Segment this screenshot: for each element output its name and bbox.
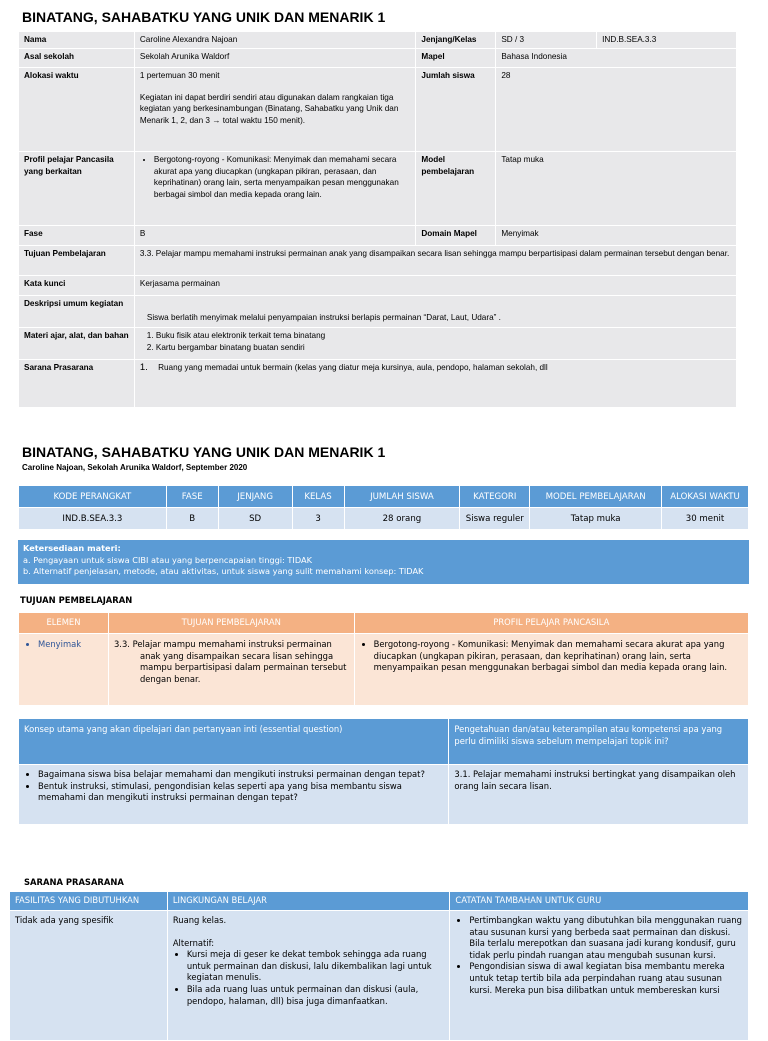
tujuan-text: 3.3. Pelajar mampu memahami instruksi permainan anak yang disampaikan secara lisan sehingga mampu berpartisipasi dalam permainan tersebut dengan benar. xyxy=(139,249,730,258)
summary-header: ALOKASI WAKTU xyxy=(662,486,749,508)
lingkungan-cell xyxy=(167,911,450,1041)
lingkungan-item: • Kursi meja di geser ke dekat tembok sehingga ada ruang untuk permainan dan diskusi, lalu dikembalikan lagi untuk kegiatan menulis. xyxy=(187,949,445,984)
value-model: Tatap muka xyxy=(496,152,737,226)
summary-header: KODE PERANGKAT xyxy=(19,486,167,508)
label-jumlah: Jumlah siswa xyxy=(416,68,496,152)
ketersediaan-box xyxy=(18,540,749,584)
catatan-item: • Pengondisian siswa di awal kegiatan bisa membantu mereka untuk tetap tertib bila ada perpindahan ruang atau susunan kursi. Mereka pun bisa dilibatkan untuk membereskan kursi xyxy=(469,961,743,996)
value-mapel: Bahasa Indonesia xyxy=(496,49,737,68)
summary-cell: Tatap muka xyxy=(530,508,662,530)
sarana-header: CATATAN TAMBAHAN UNTUK GURU xyxy=(450,892,749,911)
label-deskripsi: Deskripsi umum kegiatan xyxy=(19,296,135,328)
summary-header: JUMLAH SISWA xyxy=(344,486,460,508)
label-domain: Domain Mapel xyxy=(416,226,496,246)
value-tujuan xyxy=(134,246,736,276)
lingkungan-alt: Alternatif: xyxy=(172,937,215,948)
summary-header: FASE xyxy=(166,486,218,508)
summary-cell: Siswa reguler xyxy=(460,508,530,530)
ketersediaan-line: b. Alternatif penjelasan, metode, atau aktivitas, untuk siswa yang sulit memahami konsep: TIDAK xyxy=(23,566,424,576)
label-sarana: Sarana Prasarana xyxy=(19,360,135,408)
profil-cell xyxy=(354,634,748,706)
summary-cell: B xyxy=(166,508,218,530)
catatan-item: • Pertimbangkan waktu yang dibutuhkan bila menggunakan ruang atau susunan kursi yang berbeda saat permainan dan diskusi. Bila terlalu merepotkan dan suasana jadi kurang kondusif, guru tidak perlu pindah ruangan atau mengubah susunan kursi. xyxy=(469,915,743,961)
elemen-item: • Menyimak xyxy=(38,639,103,651)
value-sarana xyxy=(134,360,736,408)
konsep-item: • Bentuk instruksi, stimulasi, pengondisian kelas seperti apa yang bisa membantu siswa memahami dan mengikuti instruksi permainan dengan tepat? xyxy=(38,781,443,804)
pengetahuan-cell: 3.1. Pelajar memahami instruksi bertingkat yang disampaikan oleh orang lain secara lisan. xyxy=(449,765,749,825)
summary-cell: IND.B.SEA.3.3 xyxy=(19,508,167,530)
label-mapel: Mapel xyxy=(416,49,496,68)
label-model: Model pembelajaran xyxy=(416,152,496,226)
label-alokasi: Alokasi waktu xyxy=(19,68,135,152)
value-nama: Caroline Alexandra Najoan xyxy=(134,32,416,49)
page1-title: BINATANG, SAHABATKU YANG UNIK DAN MENARIK 1 xyxy=(22,9,386,25)
konsep-header: Konsep utama yang akan dipelajari dan pertanyaan inti (essential question) xyxy=(19,719,449,765)
sarana-header: FASILITAS YANG DIBUTUHKAN xyxy=(10,892,168,911)
konsep-table xyxy=(18,718,749,825)
profil-item: • Bergotong-royong - Komunikasi: Menyimak dan memahami secara akurat apa yang diucapkan (ungkapan pikiran, perasaan, dan keprihatinan) orang lain, serta menyampaikan pesan menggunakan berbagai simbol dan media kepada orang lain. xyxy=(154,154,411,200)
sarana-text: Ruang yang memadai untuk bermain (kelas yang diatur meja kursinya, aula, pendopo, halaman sekolah, dll xyxy=(158,363,548,372)
summary-header: JENJANG xyxy=(218,486,292,508)
catatan-cell xyxy=(450,911,749,1041)
tujuan-header: PROFIL PELAJAR PANCASILA xyxy=(354,613,748,634)
sarana-header: LINGKUNGAN BELAJAR xyxy=(167,892,450,911)
identity-table xyxy=(18,31,737,408)
label-jenjang: Jenjang/Kelas xyxy=(416,32,496,49)
summary-cell: SD xyxy=(218,508,292,530)
tujuan-cell xyxy=(108,634,354,706)
tujuan-header: ELEMEN xyxy=(19,613,109,634)
elemen-cell xyxy=(19,634,109,706)
ketersediaan-heading: Ketersediaan materi: xyxy=(23,543,121,553)
value-fase: B xyxy=(134,226,416,246)
value-kata: Kerjasama permainan xyxy=(134,276,736,296)
value-jenjang: SD / 3 xyxy=(496,32,597,49)
profil-item: • Bergotong-royong - Komunikasi: Menyimak dan memahami secara akurat apa yang diucapkan (ungkapan pikiran, perasaan, dan keprihatinan) orang lain, serta menyampaikan pesan menggunakan berbagai simbol dan media kepada orang lain. xyxy=(374,639,743,674)
summary-table xyxy=(18,485,749,530)
value-materi xyxy=(134,328,736,360)
tujuan-text: 3.3. Pelajar mampu memahami instruksi permainan anak yang disampaikan secara lisan sehingga mampu berpartisipasi dalam permainan tersebut dengan benar. xyxy=(113,639,347,684)
lingkungan-item: • Bila ada ruang luas untuk permainan dan diskusi (aula, pendopo, halaman, dll) bisa juga dimanfaatkan. xyxy=(187,984,445,1007)
label-materi: Materi ajar, alat, dan bahan xyxy=(19,328,135,360)
tujuan-header: TUJUAN PEMBELAJARAN xyxy=(108,613,354,634)
materi-item: 1. Buku fisik atau elektronik terkait tema binatang xyxy=(156,330,731,342)
materi-item: 2. Kartu bergambar binatang buatan sendiri xyxy=(156,342,731,354)
value-jumlah: 28 xyxy=(496,68,737,152)
konsep-cell xyxy=(19,765,449,825)
fasilitas-cell: Tidak ada yang spesifik xyxy=(10,911,168,1041)
tujuan-table xyxy=(18,612,749,706)
value-alokasi xyxy=(134,68,416,152)
label-asal: Asal sekolah xyxy=(19,49,135,68)
label-kata: Kata kunci xyxy=(19,276,135,296)
pengetahuan-header: Pengetahuan dan/atau keterampilan atau kompetensi apa yang perlu dimiliki siswa sebelum mempelajari topik ini? xyxy=(449,719,749,765)
summary-header: KELAS xyxy=(292,486,344,508)
alokasi-note: Kegiatan ini dapat berdiri sendiri atau digunakan dalam rangkaian tiga kegiatan yang berkesinambungan (Binatang, Sahabatku yang Unik dan Menarik 1, 2, dan 3 → total waktu 150 menit). xyxy=(139,92,399,125)
value-kode: IND.B.SEA.3.3 xyxy=(597,32,737,49)
page2-title: BINATANG, SAHABATKU YANG UNIK DAN MENARIK 1 xyxy=(22,444,386,460)
ketersediaan-line: a. Pengayaan untuk siswa CIBI atau yang berpencapaian tinggi: TIDAK xyxy=(23,554,312,565)
alokasi-main: 1 pertemuan 30 menit xyxy=(139,71,220,80)
sarana-section-label: SARANA PRASARANA xyxy=(24,877,124,887)
summary-cell: 30 menit xyxy=(662,508,749,530)
konsep-item: • Bagaimana siswa bisa belajar memahami dan mengikuti instruksi permainan dengan tepat? xyxy=(38,769,443,781)
lingkungan-main: Ruang kelas. xyxy=(172,915,227,925)
summary-cell: 3 xyxy=(292,508,344,530)
value-deskripsi: Siswa berlatih menyimak melalui penyampaian instruksi berlapis permainan “Darat, Laut, Udara” . xyxy=(134,296,736,328)
summary-header: MODEL PEMBELAJARAN xyxy=(530,486,662,508)
label-tujuan: Tujuan Pembelajaran xyxy=(19,246,135,276)
label-nama: Nama xyxy=(19,32,135,49)
sarana-number: 1. xyxy=(139,362,148,373)
summary-header: KATEGORI xyxy=(460,486,530,508)
tujuan-section-label: TUJUAN PEMBELAJARAN xyxy=(20,595,133,605)
value-domain: Menyimak xyxy=(496,226,737,246)
label-fase: Fase xyxy=(19,226,135,246)
page2-subtitle: Caroline Najoan, Sekolah Arunika Waldorf, September 2020 xyxy=(22,463,248,472)
summary-cell: 28 orang xyxy=(344,508,460,530)
label-profil: Profil pelajar Pancasila yang berkaitan xyxy=(19,152,135,226)
value-asal: Sekolah Arunika Waldorf xyxy=(134,49,416,68)
value-profil xyxy=(134,152,416,226)
sarana-table xyxy=(9,891,749,1041)
